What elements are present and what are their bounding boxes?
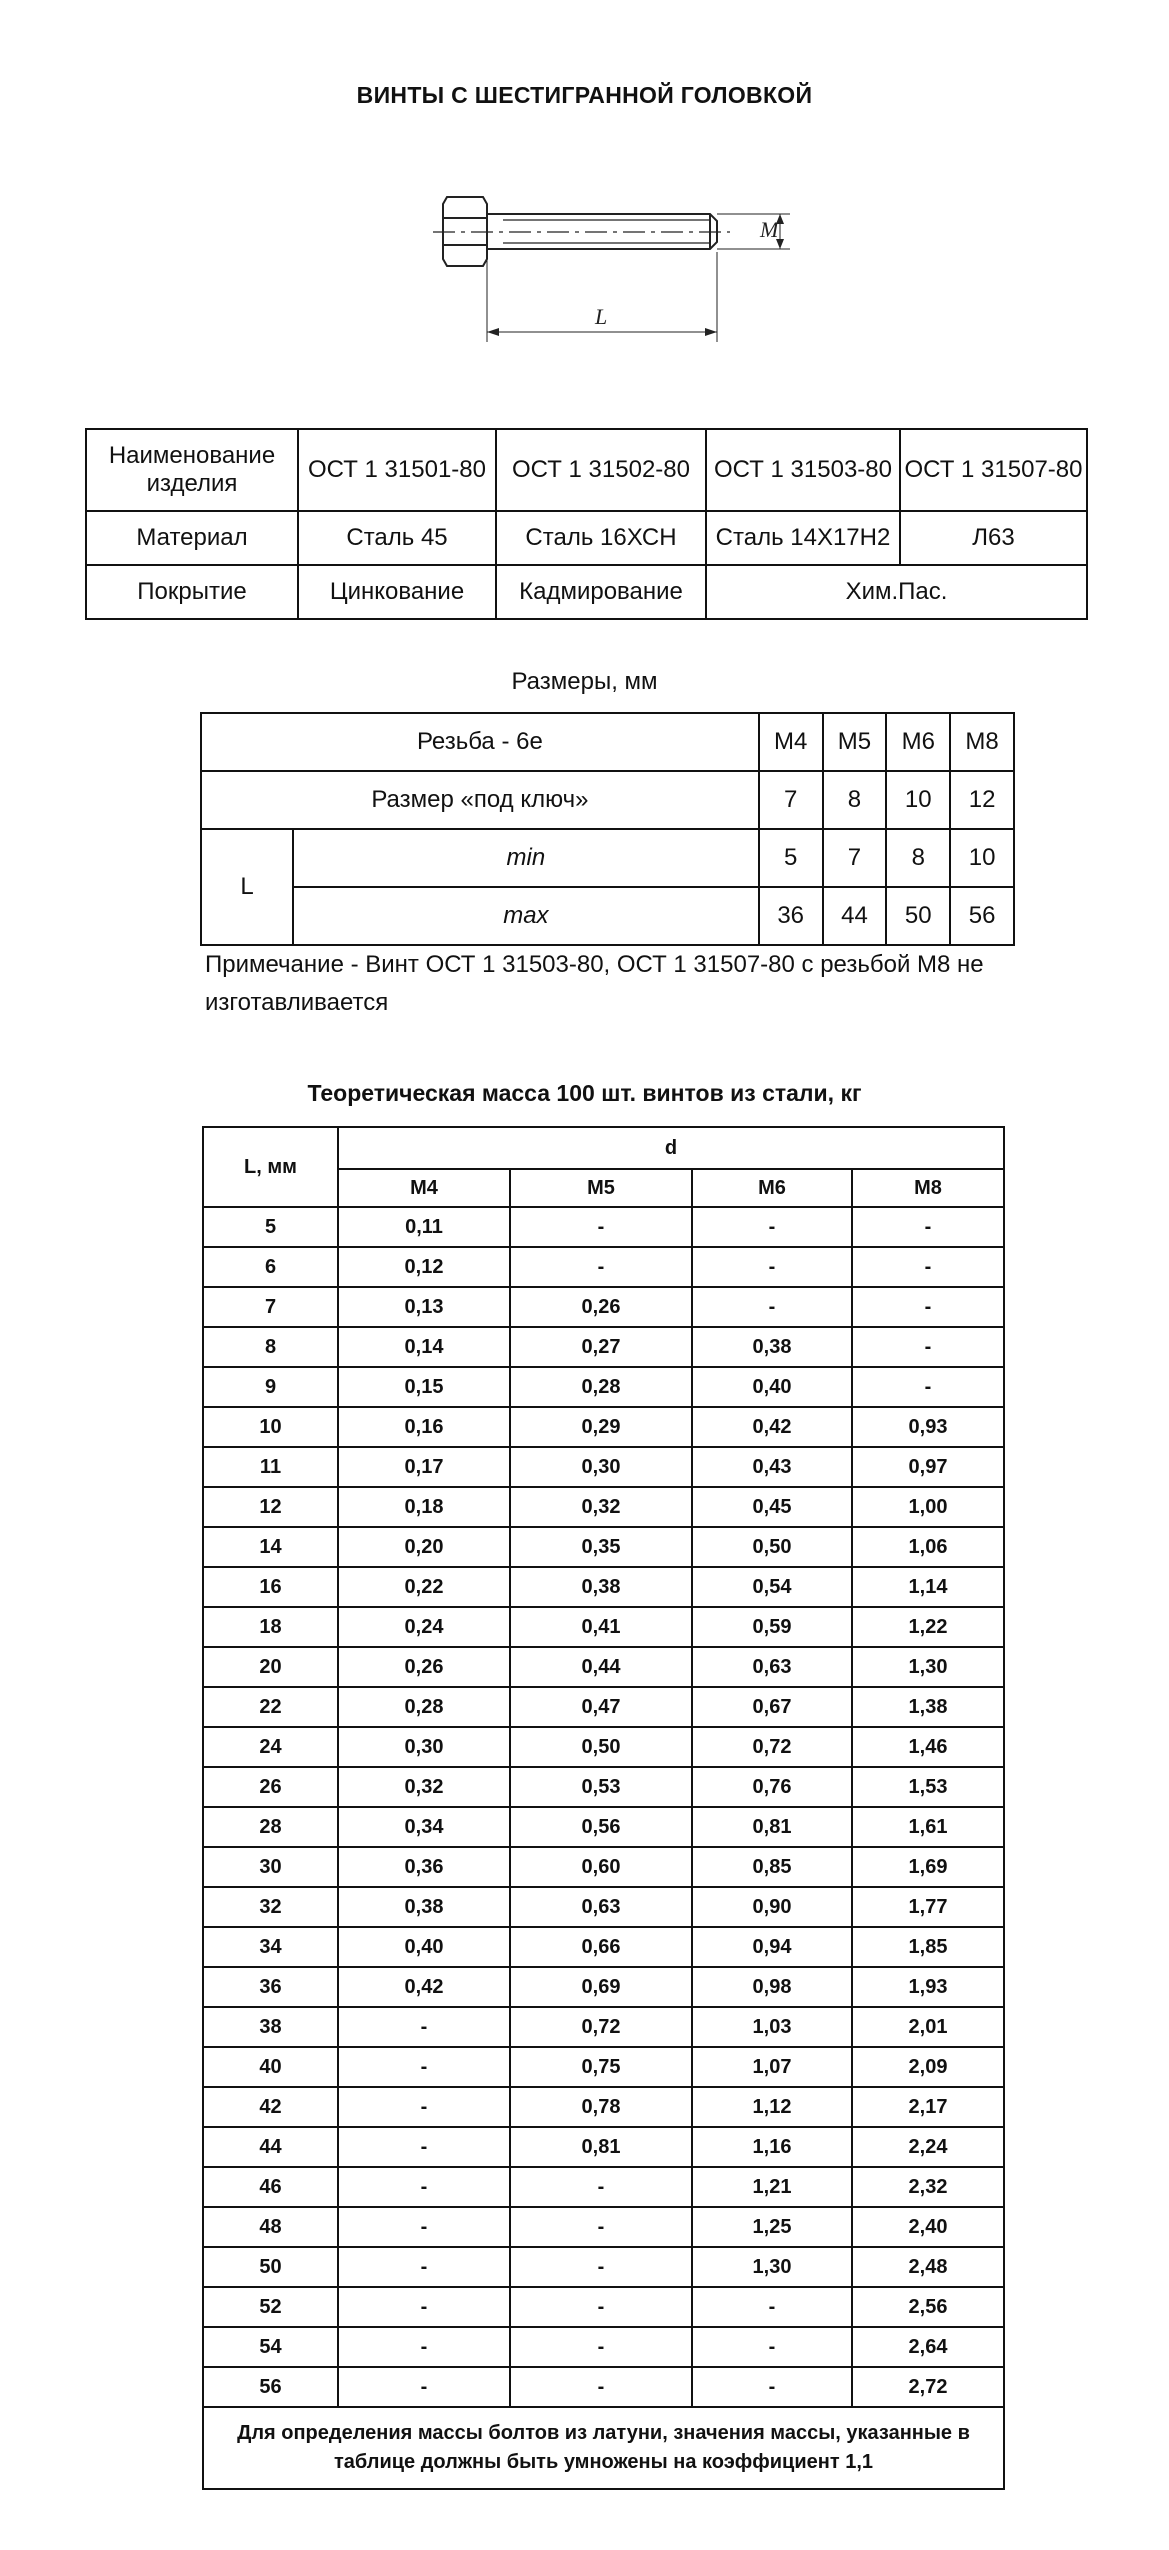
mass-length-cell: 56 (203, 2367, 338, 2407)
spec-cell: Цинкование (298, 565, 496, 619)
mass-value-cell: 0,15 (338, 1367, 510, 1407)
mass-value-cell: 0,34 (338, 1807, 510, 1847)
mass-value-cell: 0,81 (510, 2127, 692, 2167)
mass-value-cell: 1,38 (852, 1687, 1004, 1727)
mass-value-cell: 2,24 (852, 2127, 1004, 2167)
mass-value-cell: - (510, 2287, 692, 2327)
mass-value-cell: - (338, 2367, 510, 2407)
length-dimension-label: L (595, 304, 608, 329)
dims-row-max (201, 887, 1014, 945)
mass-value-cell: 0,63 (692, 1647, 852, 1687)
mass-value-cell: - (338, 2167, 510, 2207)
mass-table-body (203, 1207, 1004, 2407)
mass-value-cell: 0,72 (510, 2007, 692, 2047)
mass-l-header: L, мм (203, 1127, 338, 1207)
mass-value-cell: 2,56 (852, 2287, 1004, 2327)
mass-value-cell: 1,77 (852, 1887, 1004, 1927)
table-row (203, 1767, 1004, 1807)
spec-cell: ОСТ 1 31503-80 (706, 429, 900, 511)
mass-footer: Для определения массы болтов из латуни, значения массы, указанные в таблице должны быть умножены на коэффициент 1,1 (203, 2407, 1004, 2489)
spec-cell: Л63 (900, 511, 1087, 565)
table-row (203, 1887, 1004, 1927)
mass-value-cell: - (692, 2287, 852, 2327)
mass-value-cell: 0,27 (510, 1327, 692, 1367)
mass-value-cell: 0,42 (692, 1407, 852, 1447)
table-row (203, 1567, 1004, 1607)
dims-cell: 7 (759, 771, 823, 829)
mass-value-cell: 0,35 (510, 1527, 692, 1567)
table-row (203, 1927, 1004, 1967)
mass-value-cell: 0,22 (338, 1567, 510, 1607)
table-row (203, 2087, 1004, 2127)
mass-value-cell: - (338, 2207, 510, 2247)
mass-value-cell: 0,66 (510, 1927, 692, 1967)
mass-value-cell: 0,14 (338, 1327, 510, 1367)
dims-cell: Размер «под ключ» (201, 771, 759, 829)
dims-cell: М4 (759, 713, 823, 771)
mass-value-cell: - (510, 2367, 692, 2407)
dims-caption: Размеры, мм (511, 668, 658, 695)
mass-value-cell: - (338, 2247, 510, 2287)
mass-length-cell: 42 (203, 2087, 338, 2127)
mass-value-cell: 0,98 (692, 1967, 852, 2007)
dims-cell: 10 (886, 771, 950, 829)
dims-cell: min (293, 829, 759, 887)
mass-value-cell: 0,76 (692, 1767, 852, 1807)
dims-row-min (201, 829, 1014, 887)
mass-value-cell: 1,12 (692, 2087, 852, 2127)
mass-value-cell: - (692, 1287, 852, 1327)
mass-value-cell: 0,45 (692, 1487, 852, 1527)
mass-value-cell: 2,64 (852, 2327, 1004, 2367)
mass-header-row (203, 1127, 1004, 1169)
mass-column-header: М6 (692, 1169, 852, 1207)
mass-footer-row (203, 2407, 1004, 2489)
mass-value-cell: 0,30 (510, 1447, 692, 1487)
mass-value-cell: 0,28 (510, 1367, 692, 1407)
dims-cell: М5 (823, 713, 887, 771)
mass-value-cell: - (692, 1247, 852, 1287)
mass-value-cell: 0,47 (510, 1687, 692, 1727)
table-row (203, 2007, 1004, 2047)
screw-drawing (425, 152, 810, 357)
mass-value-cell: 2,17 (852, 2087, 1004, 2127)
mass-value-cell: 0,56 (510, 1807, 692, 1847)
mass-length-cell: 9 (203, 1367, 338, 1407)
mass-value-cell: 1,06 (852, 1527, 1004, 1567)
mass-length-cell: 38 (203, 2007, 338, 2047)
mass-value-cell: 0,42 (338, 1967, 510, 2007)
dims-cell: 56 (950, 887, 1014, 945)
table-row (203, 2167, 1004, 2207)
mass-value-cell: 0,13 (338, 1287, 510, 1327)
dims-cell: max (293, 887, 759, 945)
mass-value-cell: 0,67 (692, 1687, 852, 1727)
mass-length-cell: 46 (203, 2167, 338, 2207)
mass-length-cell: 12 (203, 1487, 338, 1527)
mass-column-header: М5 (510, 1169, 692, 1207)
dims-cell: 44 (823, 887, 887, 945)
mass-value-cell: 0,38 (510, 1567, 692, 1607)
mass-value-cell: 1,14 (852, 1567, 1004, 1607)
mass-value-cell: 0,59 (692, 1607, 852, 1647)
mass-value-cell: 0,40 (338, 1927, 510, 1967)
mass-value-cell: - (510, 1247, 692, 1287)
mass-value-cell: 2,32 (852, 2167, 1004, 2207)
spec-cell: ОСТ 1 31502-80 (496, 429, 706, 511)
mass-value-cell: 0,50 (692, 1527, 852, 1567)
mass-length-cell: 52 (203, 2287, 338, 2327)
mass-value-cell: 0,72 (692, 1727, 852, 1767)
dims-cell: М6 (886, 713, 950, 771)
table-row (203, 1407, 1004, 1447)
mass-value-cell: - (510, 2327, 692, 2367)
mass-value-cell: - (692, 2327, 852, 2367)
mass-value-cell: 0,38 (692, 1327, 852, 1367)
dims-cell: Резьба - 6e (201, 713, 759, 771)
spec-table (85, 428, 1088, 620)
mass-value-cell: 1,85 (852, 1927, 1004, 1967)
mass-value-cell: 0,30 (338, 1727, 510, 1767)
table-row (203, 1487, 1004, 1527)
table-row (203, 1607, 1004, 1647)
mass-value-cell: 0,26 (338, 1647, 510, 1687)
mass-value-cell: - (510, 2167, 692, 2207)
spec-cell: Наименование изделия (86, 429, 298, 511)
mass-length-cell: 20 (203, 1647, 338, 1687)
mass-length-cell: 28 (203, 1807, 338, 1847)
mass-value-cell: 0,69 (510, 1967, 692, 2007)
mass-value-cell: 0,18 (338, 1487, 510, 1527)
mass-value-cell: 0,17 (338, 1447, 510, 1487)
table-row (203, 1207, 1004, 1247)
dims-table (200, 712, 1015, 946)
mass-value-cell: 1,69 (852, 1847, 1004, 1887)
dims-cell: L (201, 829, 293, 945)
note-text: Примечание - Винт ОСТ 1 31503-80, ОСТ 1 31507-80 с резьбой М8 не изготавливается (205, 951, 984, 1016)
mass-value-cell: 0,40 (692, 1367, 852, 1407)
mass-value-cell: - (510, 1207, 692, 1247)
mass-length-cell: 50 (203, 2247, 338, 2287)
mass-value-cell: 0,60 (510, 1847, 692, 1887)
mass-value-cell: - (338, 2047, 510, 2087)
thread-dimension-label: M (760, 217, 779, 242)
dims-cell: 36 (759, 887, 823, 945)
mass-value-cell: 1,16 (692, 2127, 852, 2167)
mass-value-cell: 1,03 (692, 2007, 852, 2047)
mass-value-cell: - (338, 2127, 510, 2167)
spec-cell: Материал (86, 511, 298, 565)
table-row (203, 1847, 1004, 1887)
mass-length-cell: 48 (203, 2207, 338, 2247)
spec-cell: Покрытие (86, 565, 298, 619)
mass-value-cell: - (852, 1207, 1004, 1247)
mass-length-cell: 40 (203, 2047, 338, 2087)
mass-value-cell: 2,48 (852, 2247, 1004, 2287)
table-row (203, 2287, 1004, 2327)
mass-value-cell: - (852, 1247, 1004, 1287)
spec-cell: Сталь 16ХСН (496, 511, 706, 565)
mass-value-cell: 0,12 (338, 1247, 510, 1287)
dims-cell: 7 (823, 829, 887, 887)
mass-value-cell: 0,90 (692, 1887, 852, 1927)
mass-value-cell: 0,32 (338, 1767, 510, 1807)
mass-value-cell: 0,36 (338, 1847, 510, 1887)
mass-value-cell: 0,54 (692, 1567, 852, 1607)
mass-value-cell: - (338, 2327, 510, 2367)
mass-value-cell: - (852, 1367, 1004, 1407)
mass-value-cell: 0,16 (338, 1407, 510, 1447)
mass-value-cell: - (510, 2247, 692, 2287)
dims-row-key (201, 771, 1014, 829)
spec-cell: Сталь 14Х17Н2 (706, 511, 900, 565)
mass-value-cell: 0,94 (692, 1927, 852, 1967)
mass-length-cell: 16 (203, 1567, 338, 1607)
mass-length-cell: 7 (203, 1287, 338, 1327)
mass-value-cell: 0,93 (852, 1407, 1004, 1447)
mass-value-cell: 0,63 (510, 1887, 692, 1927)
mass-length-cell: 32 (203, 1887, 338, 1927)
spec-row-material (86, 511, 1087, 565)
mass-length-cell: 34 (203, 1927, 338, 1967)
mass-value-cell: - (852, 1327, 1004, 1367)
mass-value-cell: 0,78 (510, 2087, 692, 2127)
table-row (203, 2207, 1004, 2247)
mass-length-cell: 36 (203, 1967, 338, 2007)
mass-value-cell: 0,41 (510, 1607, 692, 1647)
mass-value-cell: 0,81 (692, 1807, 852, 1847)
mass-column-header: М8 (852, 1169, 1004, 1207)
spec-cell: Хим.Пас. (706, 565, 1087, 619)
mass-value-cell: 0,75 (510, 2047, 692, 2087)
mass-value-cell: - (338, 2007, 510, 2047)
dims-cell: М8 (950, 713, 1014, 771)
mass-length-cell: 6 (203, 1247, 338, 1287)
mass-table (202, 1126, 1005, 2490)
spec-cell: ОСТ 1 31501-80 (298, 429, 496, 511)
spec-row-coating (86, 565, 1087, 619)
mass-length-cell: 24 (203, 1727, 338, 1767)
spec-cell: Кадмирование (496, 565, 706, 619)
table-row (203, 1967, 1004, 2007)
table-row (203, 1327, 1004, 1367)
mass-value-cell: 0,38 (338, 1887, 510, 1927)
dims-cell: 50 (886, 887, 950, 945)
mass-value-cell: 0,32 (510, 1487, 692, 1527)
spec-cell: Сталь 45 (298, 511, 496, 565)
mass-value-cell: 0,26 (510, 1287, 692, 1327)
mass-length-cell: 11 (203, 1447, 338, 1487)
mass-value-cell: 0,50 (510, 1727, 692, 1767)
mass-value-cell: 1,21 (692, 2167, 852, 2207)
mass-value-cell: 1,25 (692, 2207, 852, 2247)
mass-caption: Теоретическая масса 100 шт. винтов из стали, кг (307, 1080, 862, 1106)
mass-value-cell: 0,44 (510, 1647, 692, 1687)
dims-cell: 10 (950, 829, 1014, 887)
mass-value-cell: - (852, 1287, 1004, 1327)
table-row (203, 2327, 1004, 2367)
mass-value-cell: - (692, 2367, 852, 2407)
mass-value-cell: - (692, 1207, 852, 1247)
mass-value-cell: 1,22 (852, 1607, 1004, 1647)
table-row (203, 2127, 1004, 2167)
mass-value-cell: 1,30 (852, 1647, 1004, 1687)
mass-length-cell: 22 (203, 1687, 338, 1727)
table-row (203, 1287, 1004, 1327)
mass-length-cell: 8 (203, 1327, 338, 1367)
dims-row-thread (201, 713, 1014, 771)
mass-length-cell: 5 (203, 1207, 338, 1247)
mass-value-cell: 0,97 (852, 1447, 1004, 1487)
dims-cell: 5 (759, 829, 823, 887)
table-row (203, 1647, 1004, 1687)
mass-value-cell: - (338, 2087, 510, 2127)
mass-value-cell: 1,30 (692, 2247, 852, 2287)
mass-value-cell: 1,93 (852, 1967, 1004, 2007)
mass-value-cell: 0,29 (510, 1407, 692, 1447)
table-row (203, 1727, 1004, 1767)
mass-value-cell: 0,28 (338, 1687, 510, 1727)
mass-value-cell: 0,53 (510, 1767, 692, 1807)
dims-cell: 8 (823, 771, 887, 829)
mass-value-cell: 1,00 (852, 1487, 1004, 1527)
mass-length-cell: 44 (203, 2127, 338, 2167)
mass-length-cell: 54 (203, 2327, 338, 2367)
mass-length-cell: 26 (203, 1767, 338, 1807)
mass-value-cell: - (510, 2207, 692, 2247)
mass-value-cell: - (338, 2287, 510, 2327)
page-title: ВИНТЫ С ШЕСТИГРАННОЙ ГОЛОВКОЙ (356, 82, 813, 108)
mass-value-cell: 0,20 (338, 1527, 510, 1567)
mass-value-cell: 1,53 (852, 1767, 1004, 1807)
mass-value-cell: 2,09 (852, 2047, 1004, 2087)
table-row (203, 2367, 1004, 2407)
spec-cell: ОСТ 1 31507-80 (900, 429, 1087, 511)
mass-value-cell: 0,24 (338, 1607, 510, 1647)
table-row (203, 2047, 1004, 2087)
mass-column-header: М4 (338, 1169, 510, 1207)
mass-value-cell: 1,07 (692, 2047, 852, 2087)
table-row (203, 1687, 1004, 1727)
spec-row-name (86, 429, 1087, 511)
mass-length-cell: 18 (203, 1607, 338, 1647)
table-row (203, 2247, 1004, 2287)
mass-value-cell: 2,72 (852, 2367, 1004, 2407)
mass-value-cell: 0,85 (692, 1847, 852, 1887)
dims-cell: 8 (886, 829, 950, 887)
mass-value-cell: 1,46 (852, 1727, 1004, 1767)
mass-value-cell: 0,11 (338, 1207, 510, 1247)
mass-length-cell: 10 (203, 1407, 338, 1447)
table-row (203, 1447, 1004, 1487)
table-row (203, 1807, 1004, 1847)
table-row (203, 1367, 1004, 1407)
mass-length-cell: 14 (203, 1527, 338, 1567)
mass-d-header: d (338, 1127, 1004, 1169)
dims-cell: 12 (950, 771, 1014, 829)
mass-value-cell: 2,01 (852, 2007, 1004, 2047)
table-row (203, 1527, 1004, 1567)
mass-value-cell: 0,43 (692, 1447, 852, 1487)
mass-value-cell: 1,61 (852, 1807, 1004, 1847)
table-row (203, 1247, 1004, 1287)
mass-length-cell: 30 (203, 1847, 338, 1887)
mass-value-cell: 2,40 (852, 2207, 1004, 2247)
